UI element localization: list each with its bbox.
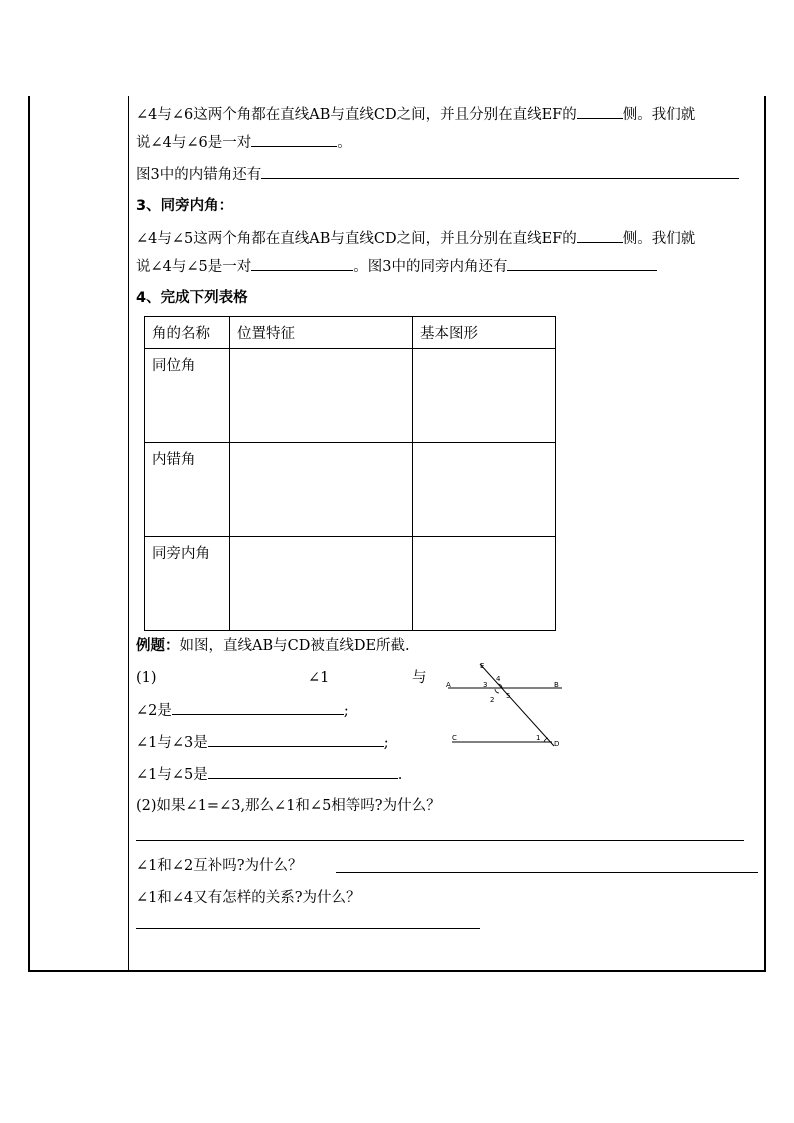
input-cell[interactable] <box>230 537 413 631</box>
angle-table <box>144 316 556 631</box>
label-angle-4: 4 <box>496 675 501 683</box>
sec2-line1 <box>136 104 695 125</box>
label-c: C <box>452 734 457 742</box>
input-cell[interactable] <box>413 443 556 537</box>
header-cell: 角的名称 <box>145 317 230 349</box>
blank[interactable] <box>261 164 739 179</box>
sec3-heading: 3、同旁内角： <box>136 198 234 214</box>
q2-line: (2)如果∠1=∠3,那么∠1和∠5相等吗?为什么？ <box>136 798 441 814</box>
sec2-line2 <box>136 132 352 153</box>
row-name: 同位角 <box>145 349 230 443</box>
sec2-line1-text: ∠4与∠6这两个角都在直线AB与直线CD之间，并且分别在直线EF的 <box>136 107 577 123</box>
blank[interactable] <box>507 256 657 271</box>
sec3-line1 <box>136 228 695 249</box>
q1-with: 与 <box>412 670 427 686</box>
label-angle-2: 2 <box>490 696 495 704</box>
header-cell: 基本图形 <box>413 317 556 349</box>
q1-line2-text: ∠2是 <box>136 703 172 719</box>
sec3-line2-text: 说∠4与∠5是一对 <box>136 259 252 275</box>
example-label: 例题： <box>136 638 180 654</box>
sec4-heading: 4、完成下列表格 <box>136 290 248 306</box>
column-divider <box>128 96 129 972</box>
row-name: 内错角 <box>145 443 230 537</box>
q1-line4-text: ∠1与∠5是 <box>136 767 208 783</box>
q1-line3 <box>136 732 389 753</box>
answer-line[interactable] <box>136 928 480 929</box>
sec2-line1-tail: 侧。我们就 <box>622 107 696 123</box>
q1-line2-end: ; <box>343 703 349 719</box>
input-cell[interactable] <box>230 443 413 537</box>
table-row <box>145 537 556 631</box>
header-cell: 位置特征 <box>230 317 413 349</box>
line-de <box>480 664 554 746</box>
input-cell[interactable] <box>413 349 556 443</box>
blank[interactable] <box>577 228 623 243</box>
answer-line[interactable] <box>336 872 758 873</box>
sec3-line2-tail: 。图3中的同旁内角还有 <box>353 259 508 275</box>
q1-line4 <box>136 764 402 785</box>
q1-angle: ∠1 <box>308 670 330 686</box>
label-a: A <box>446 681 451 689</box>
sec2-line3-text: 图3中的内错角还有 <box>136 167 262 183</box>
q1-line4-end: . <box>397 767 403 783</box>
sec3-line1-text: ∠4与∠5这两个角都在直线AB与直线CD之间，并且分别在直线EF的 <box>136 231 577 247</box>
q1-num: (1) <box>136 670 157 686</box>
blank[interactable] <box>172 700 344 715</box>
label-b: B <box>554 681 559 689</box>
label-angle-3: 3 <box>483 681 488 689</box>
q1-line3-text: ∠1与∠3是 <box>136 735 208 751</box>
sec2-line2-text: 说∠4与∠6是一对 <box>136 135 252 151</box>
transversal-figure <box>444 660 574 752</box>
blank[interactable] <box>577 104 623 119</box>
sec2-line2-tail: 。 <box>337 135 352 151</box>
label-e: E <box>480 662 485 670</box>
blank[interactable] <box>208 732 384 747</box>
blank[interactable] <box>208 764 398 779</box>
table-header-row <box>145 317 556 349</box>
example-text: 如图，直线AB与CD被直线DE所截. <box>179 638 410 654</box>
angle-arc <box>544 738 548 742</box>
q1-line2 <box>136 700 349 721</box>
input-cell[interactable] <box>230 349 413 443</box>
table-row <box>145 349 556 443</box>
q3-line: ∠1和∠2互补吗?为什么？ <box>136 858 303 874</box>
example-line <box>136 636 410 656</box>
sec2-line3 <box>136 164 739 185</box>
sec3-line2 <box>136 256 657 277</box>
sec3-line1-tail: 侧。我们就 <box>622 231 696 247</box>
label-angle-1: 1 <box>536 734 541 742</box>
q1-line3-end: ; <box>383 735 389 751</box>
label-angle-5: 5 <box>506 692 511 700</box>
blank[interactable] <box>251 256 353 271</box>
q4-line: ∠1和∠4又有怎样的关系?为什么？ <box>136 890 361 906</box>
row-name: 同旁内角 <box>145 537 230 631</box>
answer-line[interactable] <box>136 840 744 841</box>
table-row <box>145 443 556 537</box>
blank[interactable] <box>251 132 337 147</box>
angle-arc <box>495 689 499 693</box>
input-cell[interactable] <box>413 537 556 631</box>
label-d: D <box>554 740 560 748</box>
